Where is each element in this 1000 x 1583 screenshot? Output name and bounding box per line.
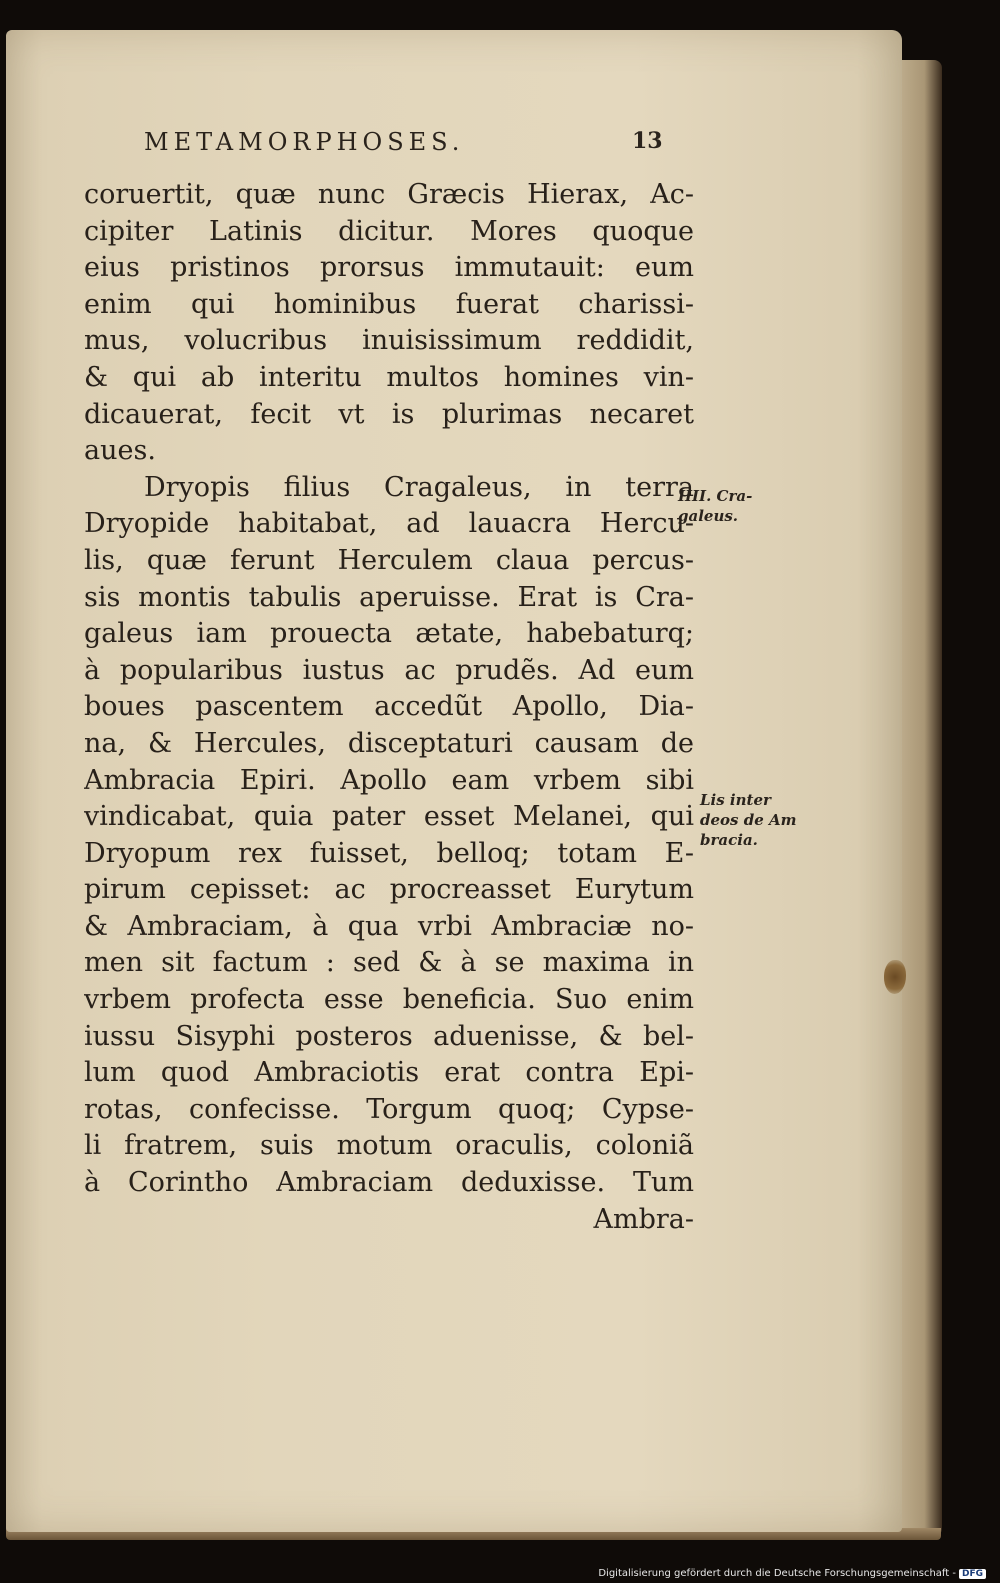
text-line: Ambracia Epiri. Apollo eam vrbem sibi [84,764,694,796]
margin-note-line: bracia. [700,831,758,849]
text-line: rotas, confecisse. Torgum quoq; Cypse- [84,1093,694,1125]
text-line: galeus iam prouecta ætate, habebaturq; [84,618,694,650]
margin-note-line: Lis inter [700,791,771,809]
text-line: & qui ab interitu multos homines vin- [84,361,694,393]
text-line: iussu Sisyphi posteros aduenisse, & bel- [84,1020,694,1052]
page-edge-right [898,60,942,1535]
text-line: aues. [84,435,156,467]
text-line: men sit factum : sed & à se maxima in [84,947,694,979]
text-line: Dryopis filius Cragaleus, in terra [144,471,694,503]
running-title: METAMORPHOSES. [144,128,465,156]
margin-note-line: galeus. [678,507,739,525]
margin-note-cragaleus [678,486,752,526]
dfg-logo: DFG [959,1569,986,1579]
text-line: vrbem profecta esse beneficia. Suo enim [84,984,694,1016]
catchword: Ambra- [593,1203,694,1235]
text-line: na, & Hercules, disceptaturi causam de [84,727,694,759]
text-line: vindicabat, quia pater esset Melanei, qui [84,801,694,833]
margin-note-line: deos de Am [700,811,797,829]
text-line: & Ambraciam, à qua vrbi Ambraciæ no- [84,910,694,942]
page-number: 13 [632,128,663,154]
text-line: eius pristinos prorsus immutauit: eum [84,252,694,284]
body-text [84,177,694,1238]
text-line: mus, volucribus inuisissimum reddidit, [84,325,694,357]
text-line: boues pascentem accedũt Apollo, Dia- [84,691,694,723]
text-line: lum quod Ambraciotis erat contra Epi- [84,1057,694,1089]
text-line: li fratrem, suis motum oraculis, coloniã [84,1130,694,1162]
page-header [144,128,664,164]
text-line: dicauerat, fecit vt is plurimas necaret [84,398,694,430]
text-line: à Corintho Ambraciam deduxisse. Tum [84,1167,694,1199]
text-line: sis montis tabulis aperuisse. Erat is Cra- [84,581,694,613]
digitization-credit [598,1568,986,1579]
text-line: pirum cepisset: ac procreasset Eurytum [84,874,694,906]
text-line: cipiter Latinis dicitur. Mores quoque [84,215,694,247]
text-line: Dryopide habitabat, ad lauacra Hercu- [84,508,694,540]
text-line: Dryopum rex fuisset, belloq; totam E- [84,837,694,869]
text-line: enim qui hominibus fuerat charissi- [84,288,694,320]
margin-note-line: IIII. Cra- [678,487,753,505]
text-line: à popularibus iustus ac prudẽs. Ad eum [84,654,694,686]
text-line: coruertit, quæ nunc Græcis Hierax, Ac- [84,179,694,210]
text-line: lis, quæ ferunt Herculem claua percus- [84,544,694,576]
credit-text: Digitalisierung gefördert durch die Deutsche Forschungsgemeinschaft - [598,1568,956,1579]
margin-note-lis-inter-deos [700,790,796,850]
